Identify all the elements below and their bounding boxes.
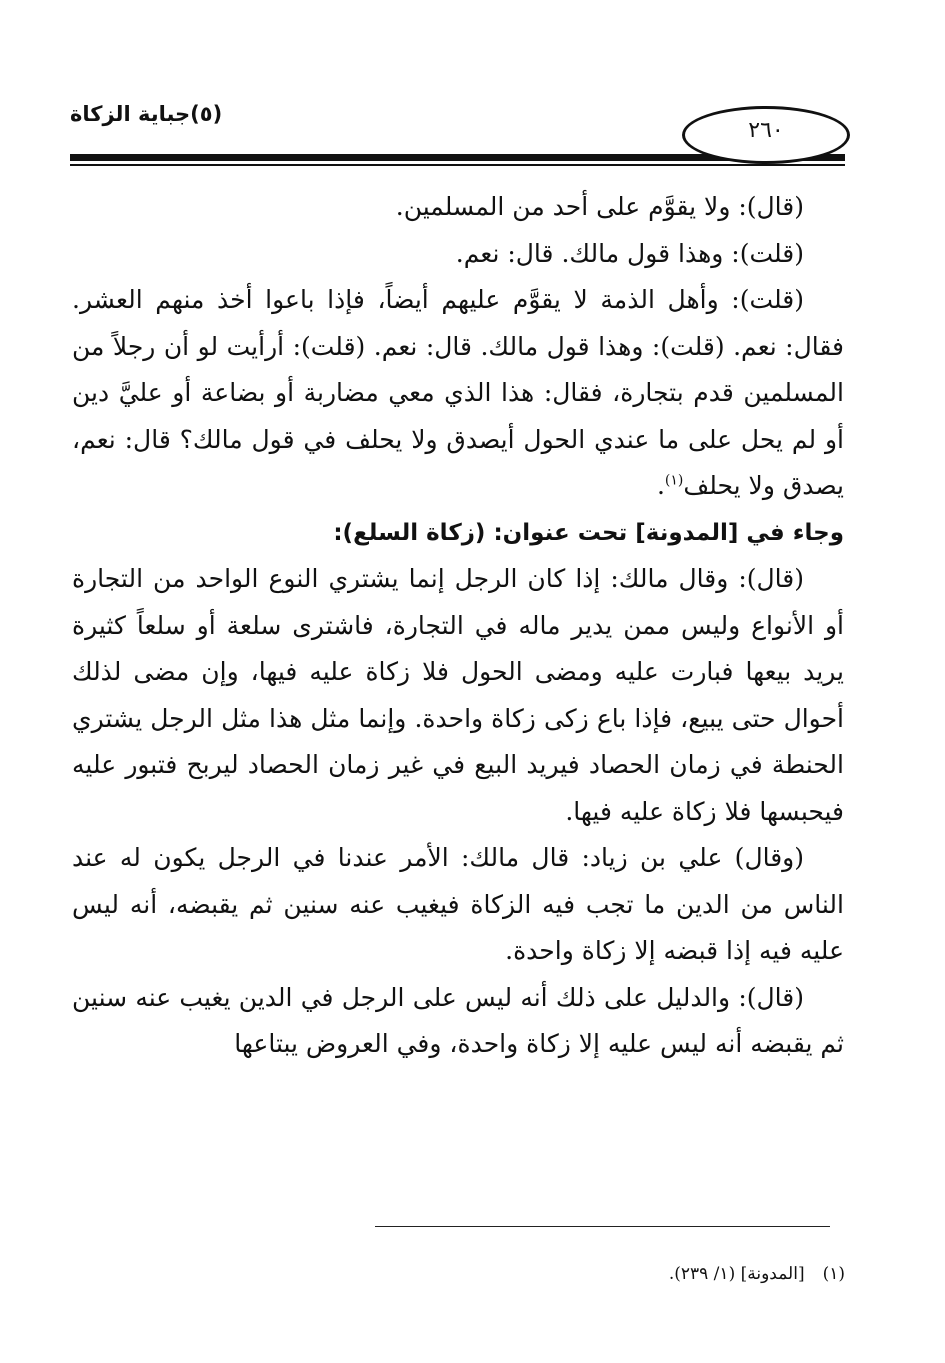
paragraph: (قلت): وهذا قول مالك. قال: نعم. xyxy=(455,238,804,268)
paragraph-end: . xyxy=(656,471,665,500)
main-text xyxy=(72,184,844,1068)
page-header xyxy=(70,88,845,168)
paragraph xyxy=(72,277,844,510)
footnote xyxy=(375,1264,845,1284)
page-number-oval xyxy=(682,106,850,164)
footnote-reference: (١) xyxy=(664,472,684,489)
footnote-separator xyxy=(375,1226,830,1227)
footnote-number: (١) xyxy=(822,1264,845,1284)
paragraph: (قال): والدليل على ذلك أنه ليس على الرجل في الدين يغيب عنه سنين ثم يقبضه أنه ليس عليه إلا زكاة واحدة، وفي العروض يبتاعها xyxy=(72,982,844,1058)
running-title: (٥)جباية الزكاة xyxy=(70,102,223,126)
paragraph: (وقال) علي بن زياد: قال مالك: الأمر عندنا في الرجل يكون له عند الناس من الدين ما تجب فيه الزكاة فيغيب عنه سنين ثم يقبضه، أنه ليس عليه فيه إذا قبضه إلا زكاة واحدة. xyxy=(72,843,844,965)
header-rule-thin xyxy=(70,164,845,166)
section-heading: وجاء في [المدونة] تحت عنوان: (زكاة السلع): xyxy=(333,519,844,546)
page-number: ٢٦٠ xyxy=(748,117,784,143)
footnote-text: [المدونة] (١/ ٢٣٩). xyxy=(668,1264,805,1284)
paragraph-text: (قلت): وأهل الذمة لا يقوَّم عليهم أيضاً، فإذا باعوا أخذ منهم العشر. فقال: نعم. (قلت): وهذا قول مالك. قال: نعم. (قلت): أرأيت لو أن رجلاً من المسلمين قدم بتجارة، فقال: هذا الذي معي مضاربة أو بضاعة أو عليَّ دين أو لم يحل على ما عندي الحول أيصدق ولا يحلف في قول مالك؟ قال: نعم، يصدق ولا يحلف xyxy=(72,285,844,500)
paragraph: (قال): ولا يقوَّم على أحد من المسلمين. xyxy=(395,192,804,221)
paragraph: (قال): وقال مالك: إذا كان الرجل إنما يشتري النوع الواحد من التجارة أو الأنواع وليس ممن يدير ماله في التجارة، فاشترى سلعة أو سلعاً كثيرة يريد بيعها فبارت عليه ومضى الحول فلا زكاة عليه فيها، وإن مضى لذلك أحوال حتى يبيع، فإذا باع زكى زكاة واحدة. وإنما مثل هذا مثل الرجل يشتري الحنطة في زمان الحصاد فيريد البيع في غير زمان الحصاد ليربح فتبور عليه فيحبسها فلا زكاة عليه فيها. xyxy=(72,564,844,826)
